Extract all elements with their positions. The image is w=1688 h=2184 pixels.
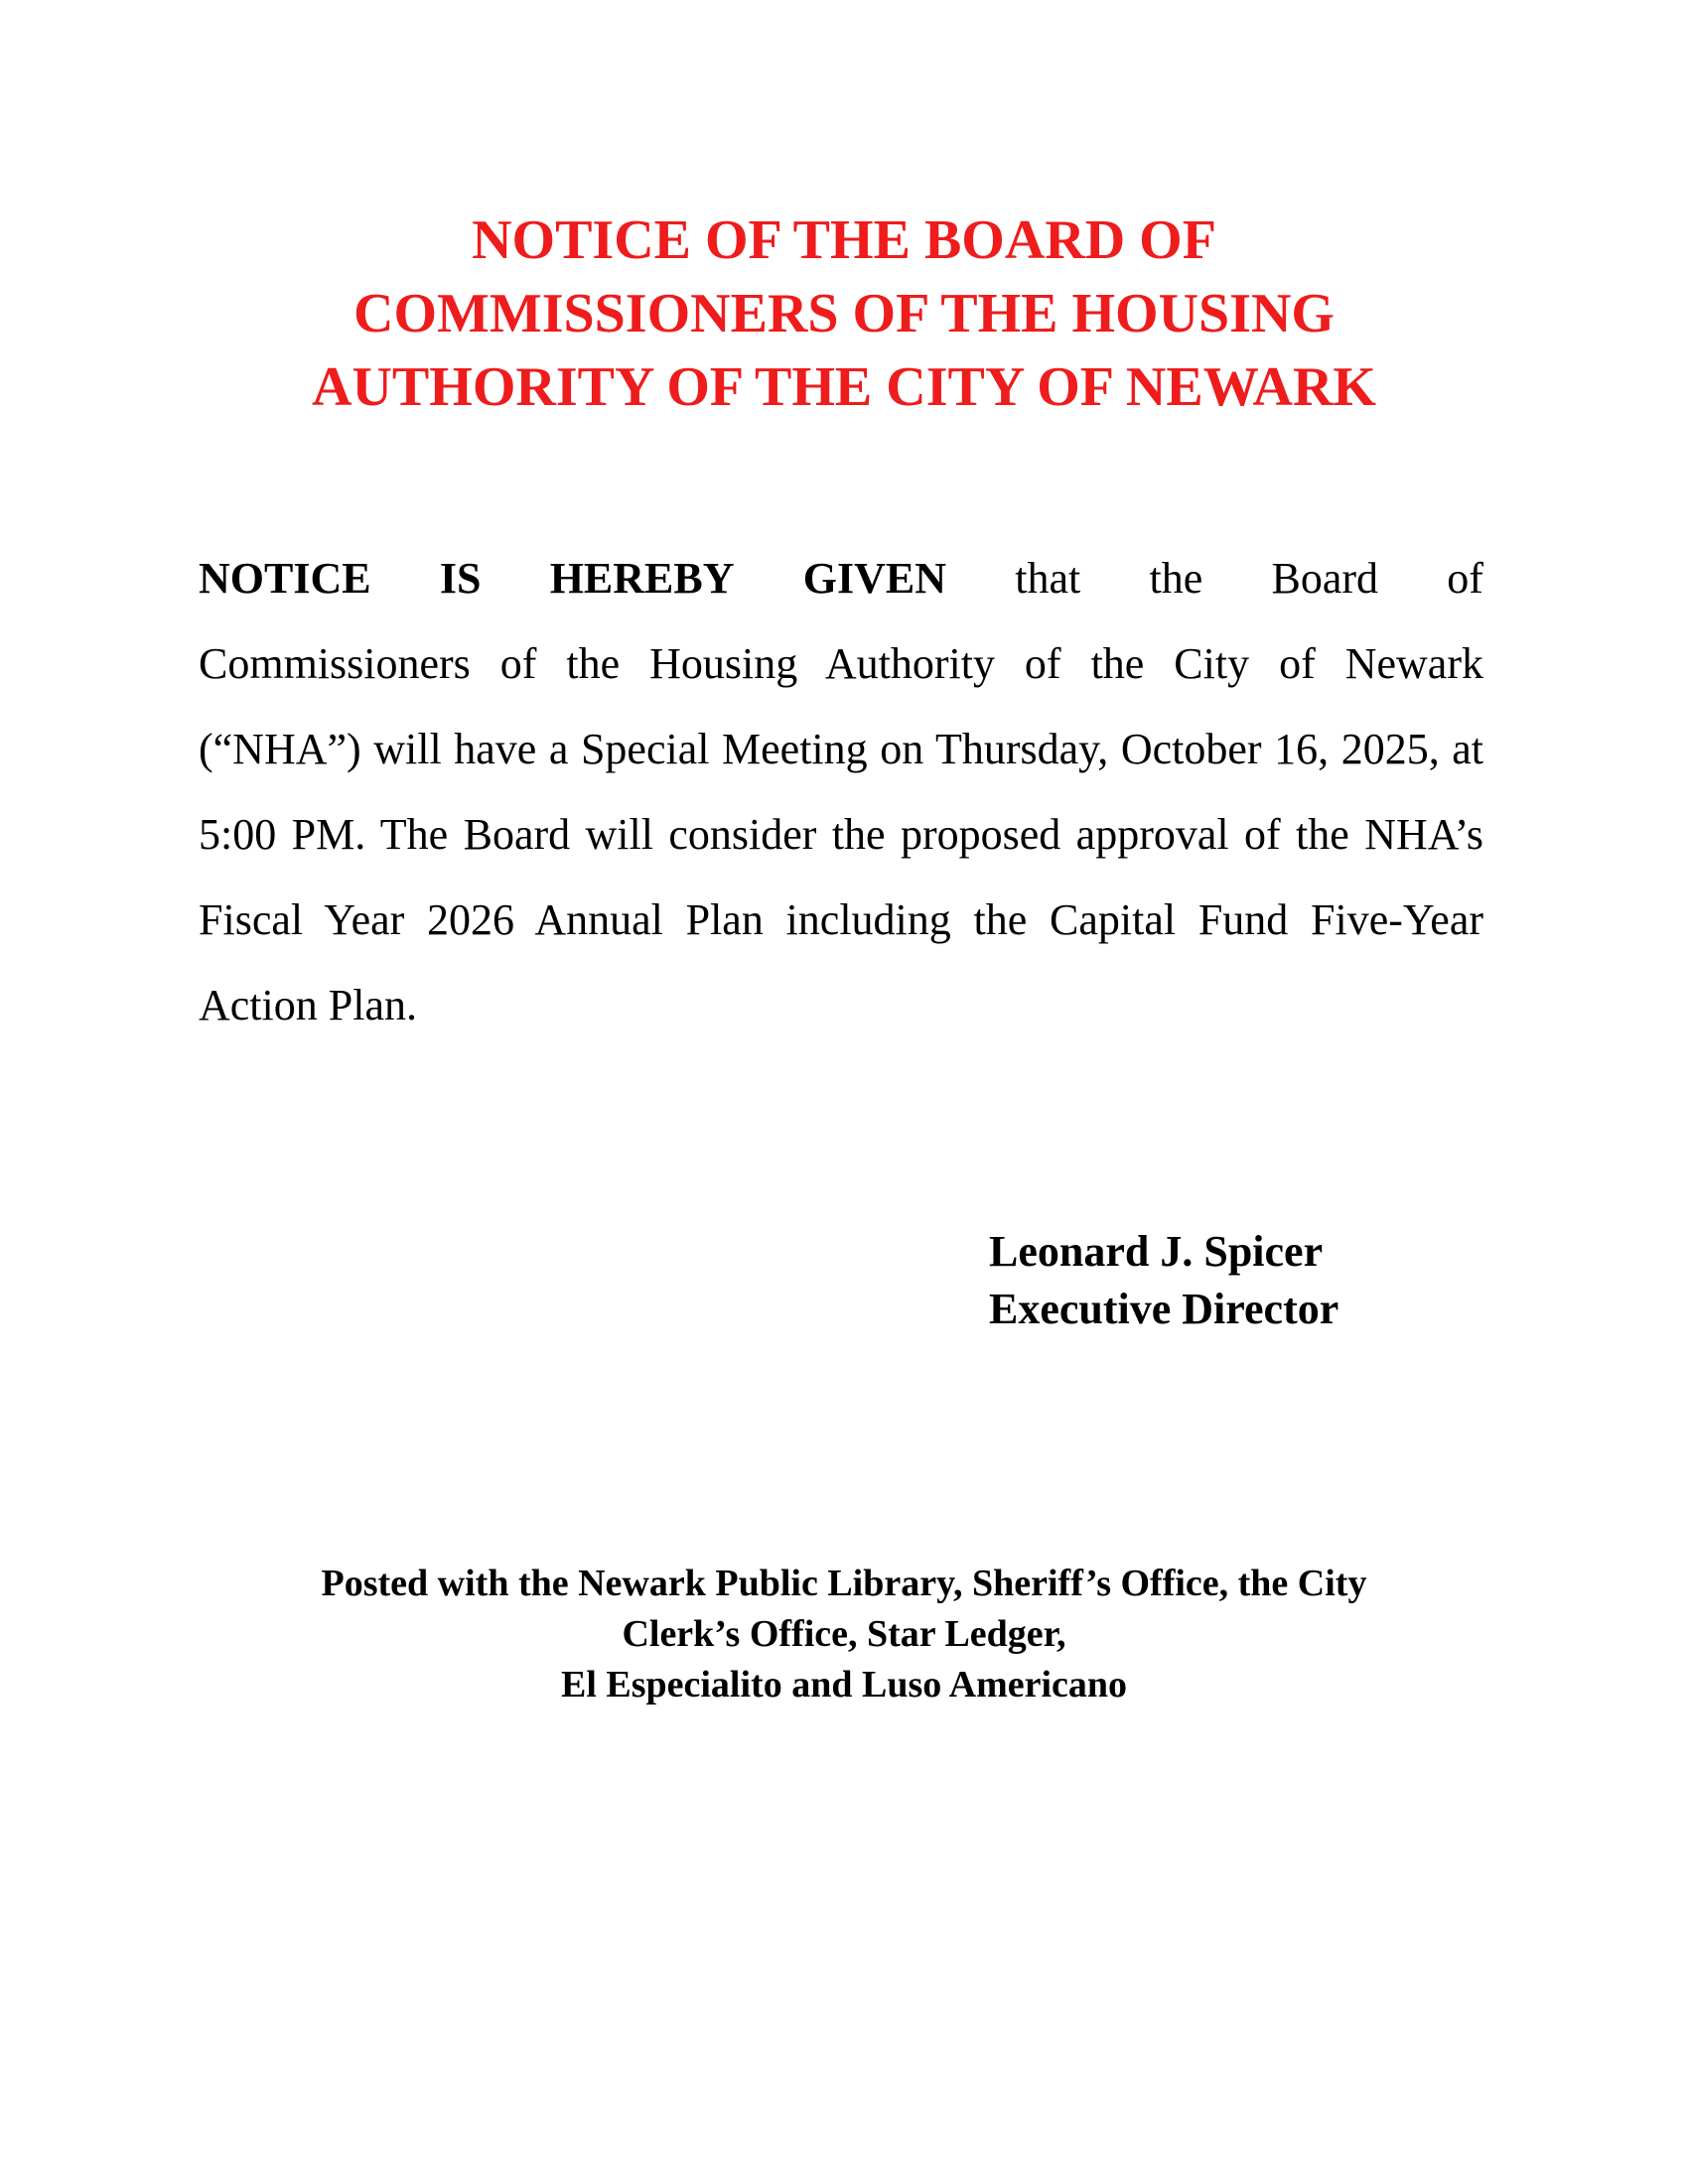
- signatory-name: Leonard J. Spicer: [989, 1227, 1324, 1276]
- posting-line-1: Posted with the Newark Public Library, Sheriff’s Office, the City: [321, 1563, 1367, 1604]
- notice-title: [199, 204, 1489, 424]
- lead-word: IS: [439, 554, 482, 603]
- first-line-word: that: [1015, 554, 1081, 603]
- posting-line-3: El Especialito and Luso Americano: [560, 1664, 1128, 1706]
- first-line-word: of: [1447, 554, 1483, 603]
- posting-notice: [199, 1559, 1489, 1710]
- signatory-title: Executive Director: [989, 1285, 1339, 1333]
- notice-first-line: [199, 536, 1483, 621]
- notice-body-text: Commissioners of the Housing Authority of the City of Newark (“NHA”) will have a Special Meeting on Thursday, October 16, 2025, at 5:00 PM. The Board will consider the proposed approval of the NHA’s Fiscal Year 2026 Annual Plan including the Capital Fund Five-Year Action Plan.: [199, 639, 1483, 1029]
- first-line-word: Board: [1271, 554, 1379, 603]
- title-line-3: AUTHORITY OF THE CITY OF NEWARK: [312, 356, 1376, 418]
- title-line-2: COMMISSIONERS OF THE HOUSING: [353, 283, 1335, 344]
- first-line-word: the: [1149, 554, 1203, 603]
- lead-word: GIVEN: [802, 554, 947, 603]
- notice-body: [199, 536, 1483, 1048]
- lead-word: NOTICE: [199, 554, 371, 603]
- title-line-1: NOTICE OF THE BOARD OF: [472, 209, 1216, 271]
- posting-line-2: Clerk’s Office, Star Ledger,: [622, 1613, 1066, 1655]
- lead-word: HEREBY: [549, 554, 735, 603]
- signature-block: [989, 1223, 1338, 1338]
